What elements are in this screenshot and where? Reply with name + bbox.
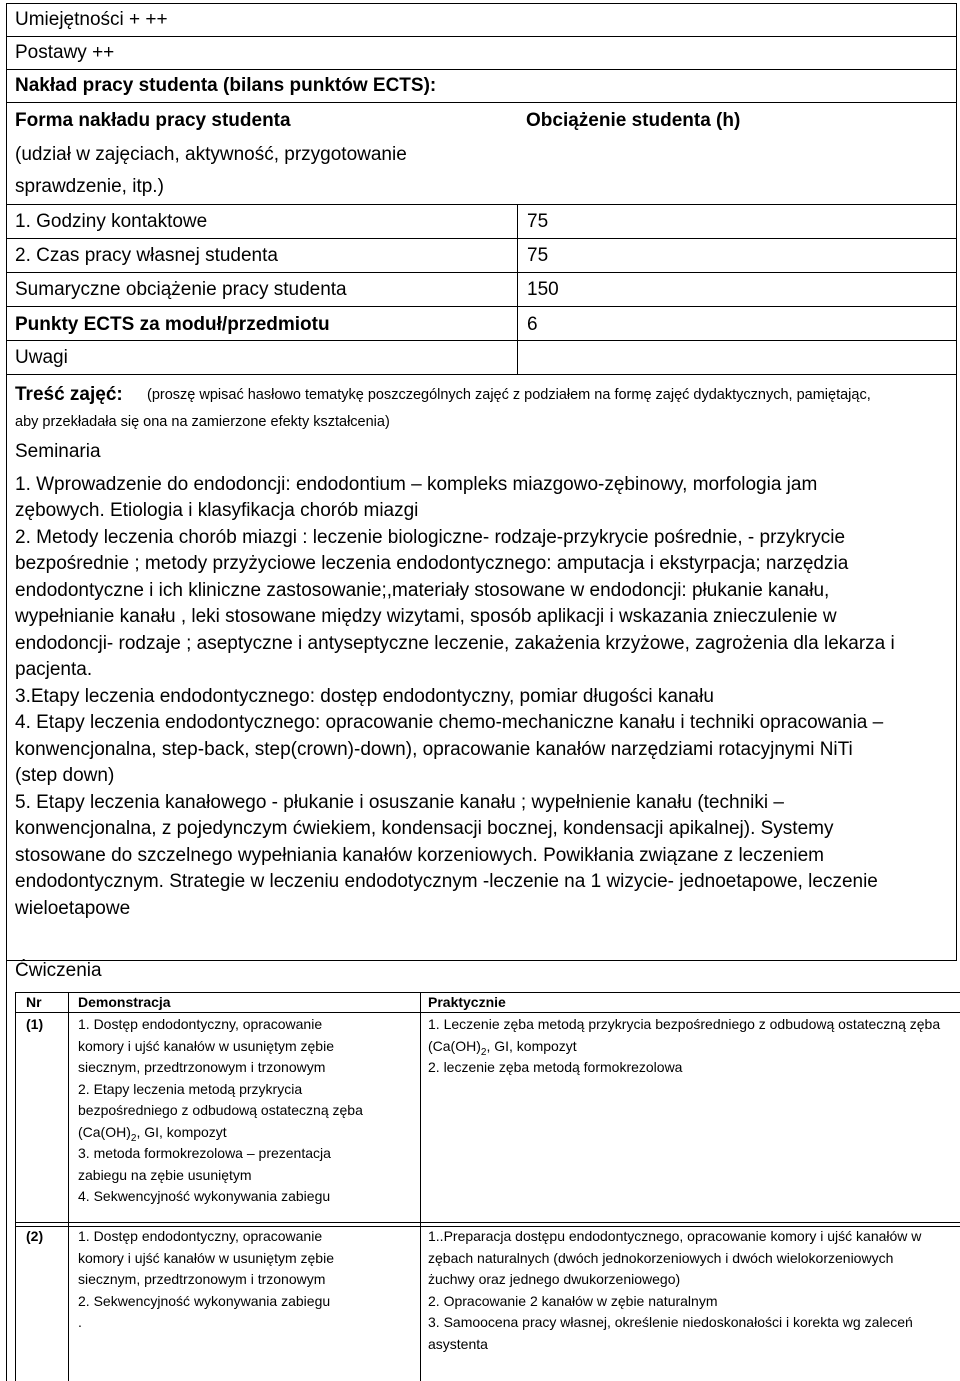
cell-line: 1. Dostęp endodontyczny, opracowanie: [78, 1016, 323, 1032]
skills-row: Umiejętności + ++: [15, 9, 168, 30]
cell-line: [78, 1122, 363, 1144]
row-number: (1): [26, 1016, 44, 1032]
load-label: Obciążenie studenta (h): [526, 110, 741, 131]
rule: [6, 272, 957, 273]
remarks-label: Uwagi: [15, 347, 68, 368]
cell-line: bezpośredniego z odbudową ostateczną zęba: [78, 1102, 363, 1118]
rule: [6, 3, 957, 4]
contact-hours-label: 1. Godziny kontaktowe: [15, 211, 208, 232]
content-title: Treść zajęć:: [15, 384, 123, 405]
cell-line: 4. Sekwencyjność wykonywania zabiegu: [78, 1188, 331, 1204]
rule: [6, 3, 7, 1381]
seminar-line: bezpośrednie ; metody przyżyciowe leczenia endodontycznego: amputacja i ekstyrpacja; narzędzia: [15, 553, 849, 574]
cell-line: 3. metoda formokrezolowa – prezentacja: [78, 1145, 331, 1161]
cell-line: 2. Sekwencyjność wykonywania zabiegu: [78, 1292, 331, 1309]
seminar-line: endodontycznym. Strategie w leczeniu endodotycznym -leczenie na 1 wizycie- jednoetapowe, leczenie: [15, 871, 878, 892]
cell-line: asystenta: [428, 1335, 488, 1352]
practical-cell: [428, 1226, 960, 1355]
seminar-line: endodoncji- rodzaje ; aseptyczne i antyseptyczne leczenie, zakażenia krzyżowe, zagrożenia dla lekarza i: [15, 633, 895, 654]
seminar-line: wieloetapowe: [15, 898, 131, 919]
col-header-practical: Praktycznie: [428, 994, 506, 1010]
seminar-line: konwencjonalna, step-back, step(crown)-down), opracowanie kanałów narzędziami rotacyjnymi NiTi: [15, 739, 853, 760]
content-instruction: aby przekładała się ona na zamierzone efekty kształcenia): [15, 414, 390, 430]
rule: [6, 306, 957, 307]
cell-line: .: [78, 1314, 82, 1330]
col-header-nr: Nr: [26, 994, 42, 1010]
seminars-title: Seminaria: [15, 441, 101, 462]
rule: [6, 102, 957, 103]
form-label: Forma nakładu pracy studenta: [15, 110, 291, 131]
formula-part: (Ca(OH): [78, 1123, 131, 1140]
rule: [517, 204, 518, 374]
seminar-line: wypełnianie kanału , leki stosowane między wizytami, sposób aplikacji i wskazania znieczulenie w: [15, 606, 837, 627]
cell-line: 1. Dostęp endodontyczny, opracowanie: [78, 1228, 323, 1244]
total-load-label: Sumaryczne obciążenie pracy studenta: [15, 279, 347, 300]
cell-line: siecznym, przedtrzonowym i trzonowym: [78, 1059, 326, 1075]
cell-line: zębach naturalnych (dwóch jednokorzeniowych i dwóch wielokorzeniowych: [428, 1249, 894, 1266]
seminar-line: (step down): [15, 765, 115, 786]
seminar-line: 5. Etapy leczenia kanałowego - płukanie i osuszanie kanału ; wypełnienie kanału (techniki –: [15, 792, 784, 813]
cell-line: siecznym, przedtrzonowym i trzonowym: [78, 1271, 326, 1287]
workload-title: Nakład pracy studenta (bilans punktów ECTS):: [15, 75, 437, 96]
ects-label: Punkty ECTS za moduł/przedmiotu: [15, 314, 330, 335]
content-instruction: (proszę wpisać hasłowo tematykę poszczególnych zajęć z podziałem na formę zajęć dydaktycznych, pamiętając,: [147, 387, 871, 403]
cell-line: 1. Leczenie zęba metodą przykrycia bezpośredniego z odbudową ostateczną zęba: [428, 1016, 941, 1032]
form-note: sprawdzenie, itp.): [15, 176, 164, 197]
cell-line: komory i ujść kanałów w usuniętym zębie: [78, 1249, 334, 1266]
cell-line: 3. Samoocena pracy własnej, określenie niedoskonałości i korekta wg zaleceń: [428, 1314, 913, 1330]
cell-line: 1..Preparacja dostępu endodontycznego, opracowanie komory i ujść kanałów w: [428, 1228, 922, 1244]
rule: [6, 36, 957, 37]
rule: [68, 992, 69, 1381]
rule: [15, 1222, 960, 1223]
col-header-demo: Demonstracja: [78, 994, 171, 1010]
cell-line: komory i ujść kanałów w usuniętym zębie: [78, 1037, 334, 1054]
cell-line: [428, 1036, 960, 1058]
seminar-line: 3.Etapy leczenia endodontycznego: dostęp endodontyczny, pomiar długości kanału: [15, 686, 714, 707]
self-study-label: 2. Czas pracy własnej studenta: [15, 245, 278, 266]
rule: [956, 3, 957, 961]
seminar-line: 1. Wprowadzenie do endodoncji: endodontium – kompleks miazgowo-zębinowy, morfologia jam: [15, 474, 818, 495]
seminar-line: 4. Etapy leczenia endodontycznego: opracowanie chemo-mechaniczne kanału i techniki opracowania –: [15, 712, 884, 733]
seminar-line: zębowych. Etiologia i klasyfikacja chorób miazgi: [15, 500, 419, 521]
cell-line: 2. Etapy leczenia metodą przykrycia: [78, 1080, 303, 1097]
row-number: (2): [26, 1228, 44, 1244]
rule: [6, 960, 957, 961]
rule: [420, 992, 421, 1381]
practical-cell: [428, 1014, 960, 1079]
rule: [6, 340, 957, 341]
demo-cell: [78, 1226, 334, 1334]
formula-part: (Ca(OH): [428, 1037, 481, 1054]
exercises-title: Ćwiczenia: [15, 960, 102, 981]
cell-line: żuchwy oraz jednego dwukorzeniowego): [428, 1271, 681, 1287]
seminar-line: pacjenta.: [15, 659, 93, 680]
rule: [15, 992, 16, 1381]
ects-value: 6: [527, 314, 538, 335]
rule: [6, 238, 957, 239]
cell-line: 2. Opracowanie 2 kanałów w zębie naturalnym: [428, 1292, 718, 1309]
formula-subscript: 2: [480, 1046, 487, 1058]
self-study-value: 75: [527, 245, 549, 266]
form-note: (udział w zajęciach, aktywność, przygotowanie: [15, 144, 407, 165]
cell-line: zabiegu na zębie usuniętym: [78, 1166, 252, 1183]
rule: [6, 69, 957, 70]
formula-part: , GI, kompozyt: [486, 1037, 577, 1054]
seminar-line: endodontyczne i ich kliniczne zastosowanie;,materiały stosowane w endodoncji: płukanie kanału,: [15, 580, 830, 601]
formula-subscript: 2: [130, 1132, 137, 1144]
total-load-value: 150: [527, 279, 559, 300]
attitudes-row: Postawy ++: [15, 42, 115, 63]
formula-part: , GI, kompozyt: [136, 1123, 227, 1140]
seminar-line: 2. Metody leczenia chorób miazgi : leczenie biologiczne- rodzaje-przykrycie pośrednie, - przykrycie: [15, 527, 846, 548]
seminar-line: stosowane do szczelnego wypełniania kanałów korzeniowych. Powikłania związane z leczeniem: [15, 845, 824, 866]
seminar-line: konwencjonalna, z pojedynczym ćwiekiem, kondensacji bocznej, kondensacji apikalnej). Systemy: [15, 818, 834, 839]
rule: [6, 204, 957, 205]
cell-line: 2. leczenie zęba metodą formokrezolowa: [428, 1059, 683, 1075]
demo-cell: [78, 1014, 363, 1208]
contact-hours-value: 75: [527, 211, 549, 232]
rule: [6, 374, 957, 375]
